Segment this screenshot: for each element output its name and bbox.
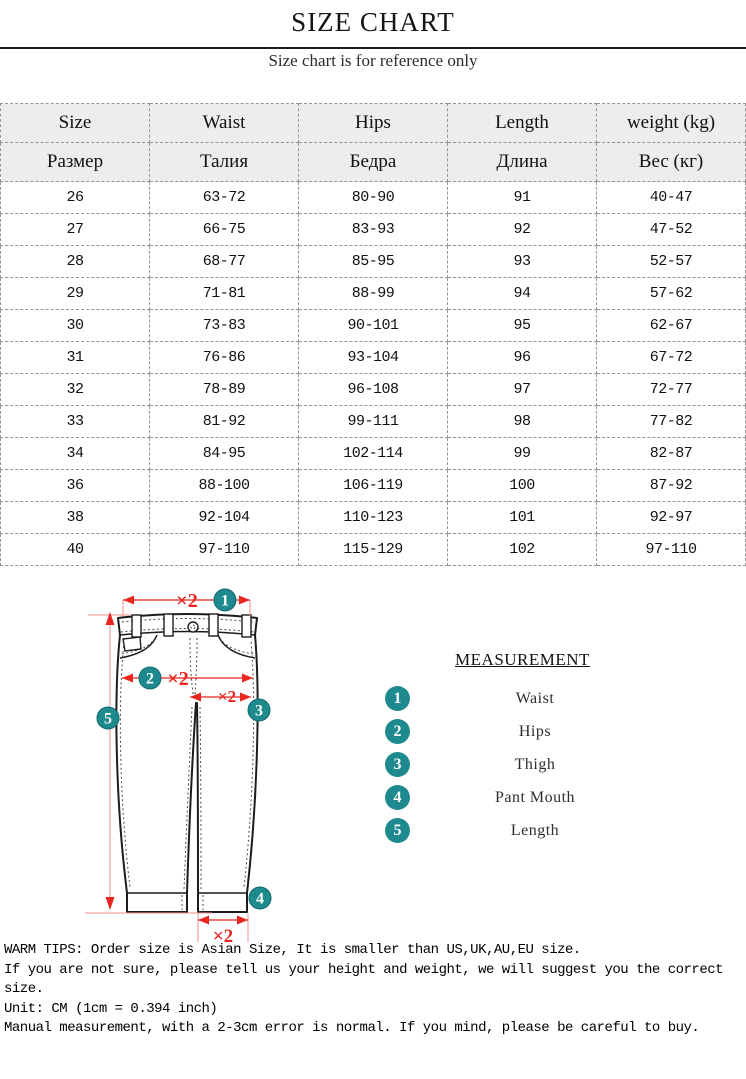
belt-loop — [164, 614, 173, 636]
button — [188, 622, 198, 632]
svg-text:3: 3 — [255, 702, 263, 720]
table-cell: 91 — [448, 182, 597, 214]
svg-text:1: 1 — [221, 592, 229, 610]
times2-label: ×2 — [167, 668, 189, 690]
table-cell: 94 — [448, 278, 597, 310]
table-row — [1, 342, 746, 374]
tip-line: Unit: CM (1cm = 0.394 inch) — [4, 1000, 218, 1017]
belt-loop — [132, 615, 141, 637]
table-cell: 102-114 — [299, 438, 448, 470]
warm-tips — [4, 941, 744, 1039]
table-row — [1, 438, 746, 470]
table-row — [1, 246, 746, 278]
size-table-header — [1, 104, 746, 182]
table-cell: 81-92 — [150, 406, 299, 438]
column-header-ru: Бедра — [299, 143, 448, 182]
belt-loop — [209, 614, 218, 636]
table-cell: 93-104 — [299, 342, 448, 374]
marker-2 — [139, 667, 161, 689]
table-cell: 102 — [448, 534, 597, 566]
measurement-legend-title: MEASUREMENT — [455, 650, 590, 669]
table-cell: 36 — [1, 470, 150, 502]
table-cell: 97 — [448, 374, 597, 406]
table-row — [1, 470, 746, 502]
coin-pocket — [123, 637, 141, 651]
table-cell: 97-110 — [597, 534, 746, 566]
table-cell: 38 — [1, 502, 150, 534]
table-row — [1, 502, 746, 534]
table-cell: 98 — [448, 406, 597, 438]
table-cell: 63-72 — [150, 182, 299, 214]
table-cell: 88-100 — [150, 470, 299, 502]
svg-text:2: 2 — [146, 670, 154, 688]
table-cell: 33 — [1, 406, 150, 438]
table-cell: 80-90 — [299, 182, 448, 214]
table-row — [1, 278, 746, 310]
table-cell: 77-82 — [597, 406, 746, 438]
table-cell: 57-62 — [597, 278, 746, 310]
table-cell: 92-97 — [597, 502, 746, 534]
header-row-ru — [1, 143, 746, 182]
table-cell: 88-99 — [299, 278, 448, 310]
table-cell: 106-119 — [299, 470, 448, 502]
badge-2: 2 — [385, 719, 410, 744]
table-cell: 52-57 — [597, 246, 746, 278]
table-cell: 99 — [448, 438, 597, 470]
table-cell: 30 — [1, 310, 150, 342]
legend-item-length — [385, 814, 660, 847]
svg-text:4: 4 — [256, 890, 264, 908]
table-row — [1, 214, 746, 246]
pants-drawing — [116, 614, 257, 912]
table-cell: 92 — [448, 214, 597, 246]
table-row — [1, 406, 746, 438]
header-row-en — [1, 104, 746, 143]
table-cell: 78-89 — [150, 374, 299, 406]
table-cell: 73-83 — [150, 310, 299, 342]
table-cell: 85-95 — [299, 246, 448, 278]
legend-item-hips — [385, 715, 660, 748]
table-cell: 40 — [1, 534, 150, 566]
table-cell: 90-101 — [299, 310, 448, 342]
badge-5: 5 — [385, 818, 410, 843]
marker-1 — [214, 589, 236, 611]
table-cell: 82-87 — [597, 438, 746, 470]
pants-silhouette — [116, 614, 257, 912]
marker-3 — [248, 699, 270, 721]
column-header-ru: Длина — [448, 143, 597, 182]
table-cell: 62-67 — [597, 310, 746, 342]
table-cell: 66-75 — [150, 214, 299, 246]
belt-loop — [242, 615, 251, 637]
column-header-en: Size — [1, 104, 150, 143]
table-cell: 84-95 — [150, 438, 299, 470]
legend-label: Length — [510, 821, 560, 839]
column-header-en: Hips — [299, 104, 448, 143]
times2-label: ×2 — [217, 687, 237, 706]
table-cell: 29 — [1, 278, 150, 310]
table-cell: 34 — [1, 438, 150, 470]
badge-4: 4 — [385, 785, 410, 810]
legend-label: Hips — [518, 722, 552, 740]
table-cell: 72-77 — [597, 374, 746, 406]
table-cell: 96 — [448, 342, 597, 374]
tip-line: WARM TIPS: Order size is Asian Size, It is smaller than US,UK,AU,EU size. — [4, 942, 581, 958]
table-cell: 92-104 — [150, 502, 299, 534]
column-header-en: Length — [448, 104, 597, 143]
table-cell: 83-93 — [299, 214, 448, 246]
measurement-legend — [385, 650, 660, 847]
table-cell: 40-47 — [597, 182, 746, 214]
tip-line: If you are not sure, please tell us your height and weight, we will suggest you the correct size. — [4, 961, 724, 997]
table-cell: 97-110 — [150, 534, 299, 566]
legend-item-pant-mouth — [385, 781, 660, 814]
table-cell: 26 — [1, 182, 150, 214]
table-cell: 101 — [448, 502, 597, 534]
table-cell: 95 — [448, 310, 597, 342]
table-cell: 110-123 — [299, 502, 448, 534]
legend-label: Thigh — [514, 755, 556, 773]
table-cell: 71-81 — [150, 278, 299, 310]
table-cell: 31 — [1, 342, 150, 374]
table-cell: 27 — [1, 214, 150, 246]
table-cell: 93 — [448, 246, 597, 278]
table-cell: 100 — [448, 470, 597, 502]
table-cell: 96-108 — [299, 374, 448, 406]
column-header-en: weight (kg) — [597, 104, 746, 143]
table-cell: 47-52 — [597, 214, 746, 246]
table-cell: 32 — [1, 374, 150, 406]
table-row — [1, 310, 746, 342]
page-title: SIZE CHART — [291, 7, 455, 37]
title-divider — [0, 47, 746, 49]
column-header-ru: Талия — [150, 143, 299, 182]
table-cell: 68-77 — [150, 246, 299, 278]
table-cell: 87-92 — [597, 470, 746, 502]
tip-line: Manual measurement, with a 2-3cm error is normal. If you mind, please be careful to buy. — [4, 1020, 700, 1036]
table-cell: 99-111 — [299, 406, 448, 438]
table-row — [1, 182, 746, 214]
legend-item-waist — [385, 682, 660, 715]
marker-4 — [249, 887, 271, 909]
waist-dimension — [123, 589, 250, 616]
svg-text:5: 5 — [104, 710, 112, 728]
column-header-en: Waist — [150, 104, 299, 143]
table-cell: 115-129 — [299, 534, 448, 566]
badge-1: 1 — [385, 686, 410, 711]
table-row — [1, 534, 746, 566]
marker-5 — [97, 707, 119, 729]
legend-item-thigh — [385, 748, 660, 781]
times2-label: ×2 — [212, 926, 234, 947]
size-table — [0, 103, 746, 566]
badge-3: 3 — [385, 752, 410, 777]
column-header-ru: Размер — [1, 143, 150, 182]
legend-label: Waist — [515, 689, 555, 707]
pants-measurement-diagram — [60, 582, 420, 950]
table-cell: 76-86 — [150, 342, 299, 374]
table-row — [1, 374, 746, 406]
legend-label: Pant Mouth — [494, 788, 576, 806]
size-table-body — [1, 182, 746, 566]
table-cell: 67-72 — [597, 342, 746, 374]
page-subtitle: Size chart is for reference only — [268, 51, 478, 70]
times2-label: ×2 — [176, 590, 198, 612]
column-header-ru: Вес (кг) — [597, 143, 746, 182]
table-cell: 28 — [1, 246, 150, 278]
